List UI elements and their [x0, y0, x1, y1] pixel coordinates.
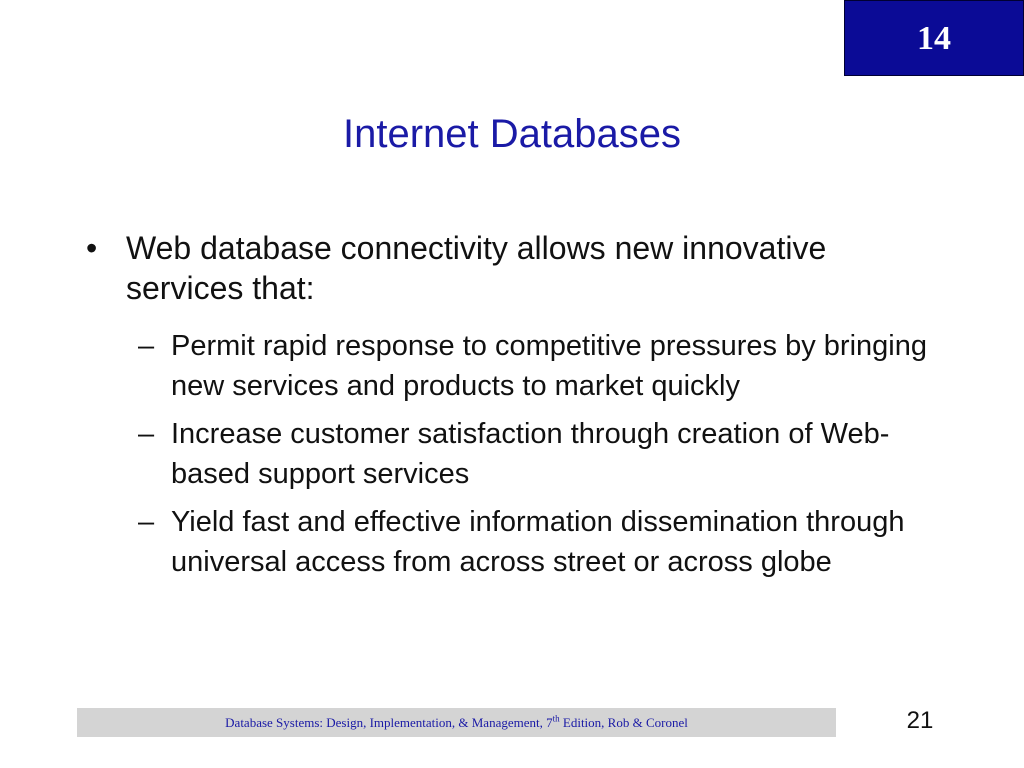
- dash-marker: –: [138, 506, 155, 538]
- sub-bullet: [138, 326, 931, 406]
- sub-bullet: [138, 502, 931, 582]
- slide-content: [0, 228, 1024, 590]
- page-number: 21: [906, 707, 934, 734]
- footer-superscript: th: [552, 713, 560, 724]
- footer-text: Database Systems: Design, Implementation, & Management, 7: [225, 715, 553, 730]
- sub-bullet-text: Yield fast and effective information dissemination through universal access from across street or across globe: [171, 506, 905, 578]
- dash-marker: –: [138, 418, 155, 450]
- bullet-marker: •: [86, 230, 98, 266]
- footer-text-end: Edition, Rob & Coronel: [559, 715, 688, 730]
- sub-bullet-text: Increase customer satisfaction through creation of Web-based support services: [171, 418, 890, 490]
- dash-marker: –: [138, 330, 155, 362]
- main-bullet-text: Web database connectivity allows new innovative services that:: [126, 230, 827, 306]
- main-bullet: [86, 228, 886, 308]
- sub-bullet-list: [0, 326, 1024, 582]
- footer-citation-bar: [77, 708, 836, 737]
- chapter-number-badge: 14: [844, 0, 1024, 76]
- sub-bullet-text: Permit rapid response to competitive pressures by bringing new services and products to market quickly: [171, 330, 927, 402]
- sub-bullet: [138, 414, 931, 494]
- slide-title: Internet Databases: [343, 112, 681, 156]
